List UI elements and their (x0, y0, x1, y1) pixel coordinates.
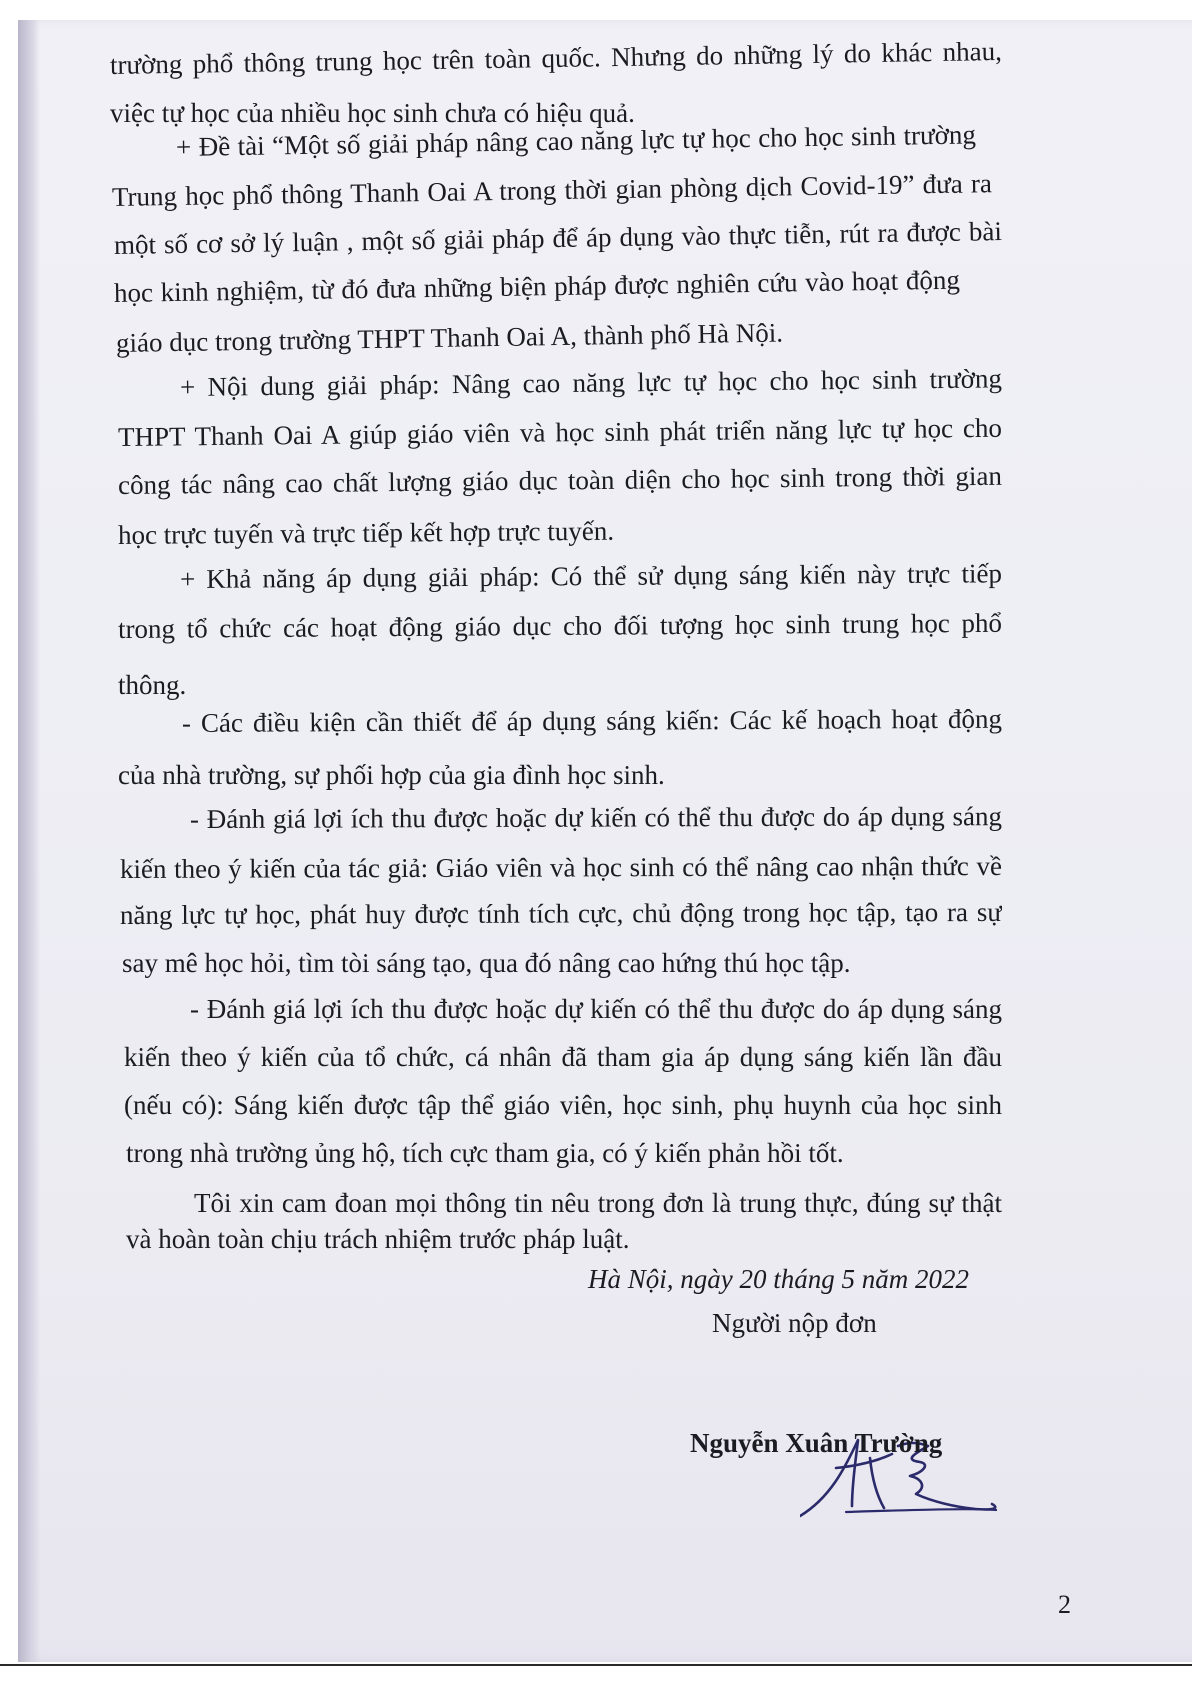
page-number: 2 (1058, 1590, 1071, 1619)
body-line: giáo dục trong trường THPT Thanh Oai A, thành phố Hà Nội. (115, 317, 784, 358)
body-line: năng lực tự học, phát huy được tính tích cực, chủ động trong học tập, tạo ra sự (119, 896, 1003, 930)
body-line: công tác nâng cao chất lượng giáo dục toàn diện cho học sinh trong thời gian (117, 460, 1003, 500)
body-line: + Nội dung giải pháp: Nâng cao năng lực tự học cho học sinh trường (179, 363, 1003, 402)
body-line: THPT Thanh Oai A giúp giáo viên và học sinh phát triển năng lực tự học cho (117, 412, 1003, 452)
body-line: học trực tuyến và trực tiếp kết hợp trực tuyến. (117, 515, 615, 550)
body-line: (nếu có): Sáng kiến được tập thể giáo viên, học sinh, phụ huynh của học sinh (124, 1090, 1002, 1120)
body-line: thông. (118, 670, 187, 700)
body-line: kiến theo ý kiến của tổ chức, cá nhân đã tham gia áp dụng sáng kiến lần đầu (124, 1042, 1002, 1072)
body-line: học kinh nghiệm, từ đó đưa những biện pháp được nghiên cứu vào hoạt động (113, 264, 961, 308)
body-line: Trung học phổ thông Thanh Oai A trong thời gian phòng dịch Covid-19” đưa ra (111, 168, 993, 212)
signer-name: Nguyễn Xuân Trường (690, 1428, 943, 1458)
body-line: say mê học hỏi, tìm tòi sáng tạo, qua đó nâng cao hứng thú học tập. (122, 948, 851, 978)
body-line: việc tự học của nhiều học sinh chưa có hiệu quả. (110, 98, 635, 128)
body-line: - Đánh giá lợi ích thu được hoặc dự kiến có thể thu được do áp dụng sáng (190, 994, 1002, 1024)
body-line: của nhà trường, sự phối hợp của gia đình học sinh. (118, 760, 665, 790)
body-line: và hoàn toàn chịu trách nhiệm trước pháp luật. (126, 1224, 630, 1254)
body-line: kiến theo ý kiến của tác giả: Giáo viên và học sinh có thể nâng cao nhận thức về (119, 850, 1003, 884)
body-line: - Đánh giá lợi ích thu được hoặc dự kiến có thể thu được do áp dụng sáng (189, 801, 1003, 834)
body-line: trường phổ thông trung học trên toàn quốc. Nhưng do những lý do khác nhau, (109, 35, 1003, 80)
body-line: + Đề tài “Một số giải pháp nâng cao năng lực tự học cho học sinh trường (175, 119, 977, 162)
body-line: một số cơ sở lý luận , một số giải pháp để áp dụng vào thực tiễn, rút ra được bài (113, 216, 1003, 260)
body-line: Tôi xin cam đoan mọi thông tin nêu trong đơn là trung thực, đúng sự thật (194, 1188, 1002, 1218)
body-line: + Khả năng áp dụng giải pháp: Có thể sử dụng sáng kiến này trực tiếp (179, 558, 1003, 594)
body-line: trong nhà trường ủng hộ, tích cực tham gia, có ý kiến phản hồi tốt. (126, 1138, 844, 1168)
body-line: trong tổ chức các hoạt động giáo dục cho đối tượng học sinh trung học phổ (117, 607, 1003, 644)
date-line: Hà Nội, ngày 20 tháng 5 năm 2022 (588, 1264, 969, 1294)
body-line: - Các điều kiện cần thiết để áp dụng sáng kiến: Các kế hoạch hoạt động (181, 703, 1003, 738)
applicant-label: Người nộp đơn (712, 1308, 877, 1338)
